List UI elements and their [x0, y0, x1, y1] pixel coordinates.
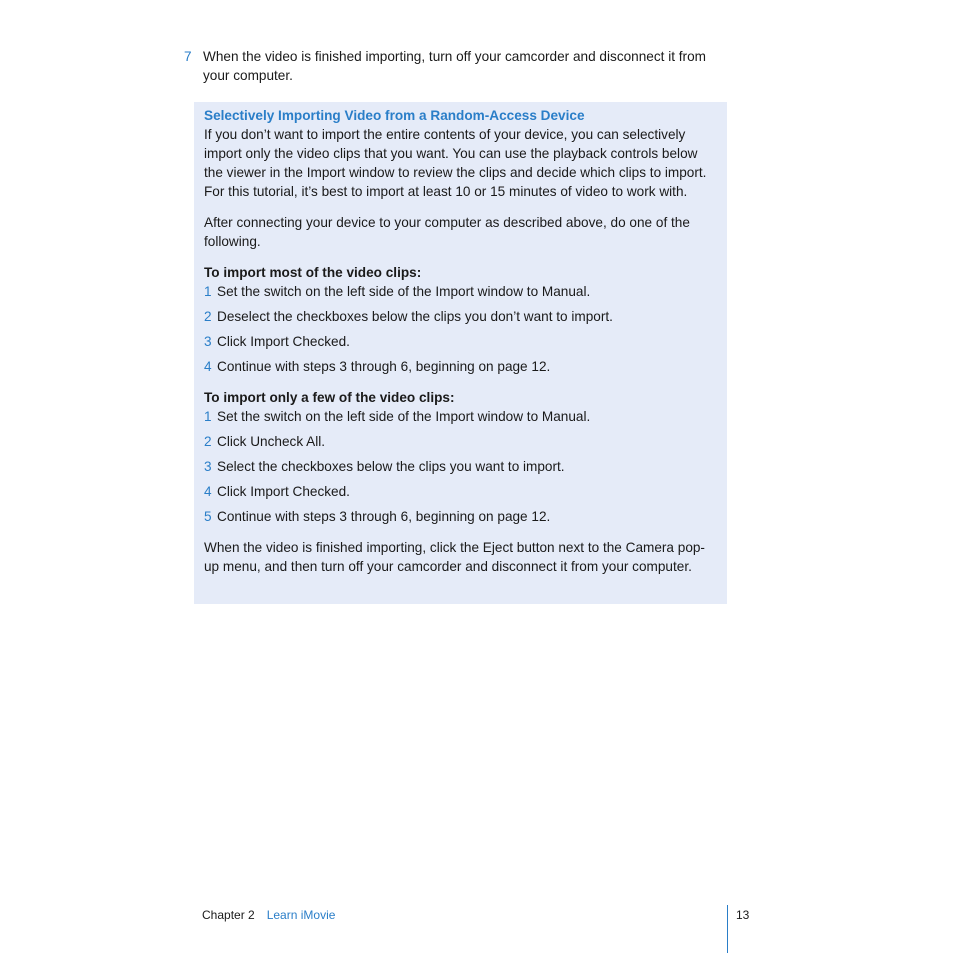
step-text: Deselect the checkboxes below the clips you don’t want to import. — [217, 309, 613, 324]
list-item — [204, 332, 717, 351]
step-text: Click Uncheck All. — [217, 434, 326, 449]
sidebar-after-connect: After connecting your device to your computer as described above, do one of the following. — [204, 215, 690, 249]
list-item — [204, 307, 717, 326]
step-number: 4 — [204, 359, 212, 374]
list-item — [204, 482, 717, 501]
step-7 — [184, 47, 724, 85]
sidebar-closing: When the video is finished importing, click the Eject button next to the Camera pop-up menu, and then turn off your camcorder and disconnect it from your computer. — [204, 540, 705, 574]
step-text: Set the switch on the left side of the Import window to Manual. — [217, 409, 591, 424]
list-item — [204, 282, 717, 301]
step-number: 1 — [204, 409, 212, 424]
step-number: 1 — [204, 284, 212, 299]
page-number: 13 — [736, 908, 750, 922]
step-text: Click Import Checked. — [217, 484, 350, 499]
procedure-steps-few — [204, 407, 717, 526]
step-number: 3 — [204, 334, 212, 349]
step-text: Continue with steps 3 through 6, beginning on page 12. — [217, 509, 551, 524]
list-item — [204, 357, 717, 376]
sidebar-intro: If you don’t want to import the entire contents of your device, you can selectively import only the video clips that you want. You can use the playback controls below the viewer in the Import window to review the clips and decide which clips to import. For this tutorial, it’s best to import at least 10 or 15 minutes of video to work with. — [204, 127, 707, 199]
step-text: Click Import Checked. — [217, 334, 350, 349]
chapter-label: Chapter 2 — [202, 908, 255, 922]
step-number: 2 — [204, 309, 212, 324]
step-text: Set the switch on the left side of the Import window to Manual. — [217, 284, 591, 299]
procedure-title-few: To import only a few of the video clips: — [204, 390, 455, 405]
step-number: 5 — [204, 509, 212, 524]
list-item — [204, 507, 717, 526]
sidebar-title: Selectively Importing Video from a Random-Access Device — [204, 108, 585, 123]
step-number: 4 — [204, 484, 212, 499]
list-item — [204, 457, 717, 476]
step-text: Continue with steps 3 through 6, beginning on page 12. — [217, 359, 551, 374]
step-number: 2 — [204, 434, 212, 449]
step-text: Select the checkboxes below the clips you want to import. — [217, 459, 565, 474]
procedure-steps-most — [204, 282, 717, 376]
footer-chapter — [202, 906, 335, 925]
procedure-title-most: To import most of the video clips: — [204, 265, 422, 280]
list-item — [204, 432, 717, 451]
step-number: 7 — [184, 49, 192, 64]
step-text: When the video is finished importing, turn off your camcorder and disconnect it from your computer. — [203, 49, 706, 83]
sidebar-box — [194, 102, 727, 604]
list-item — [204, 407, 717, 426]
footer-divider — [727, 905, 728, 953]
chapter-title: Learn iMovie — [266, 908, 336, 922]
step-number: 3 — [204, 459, 212, 474]
